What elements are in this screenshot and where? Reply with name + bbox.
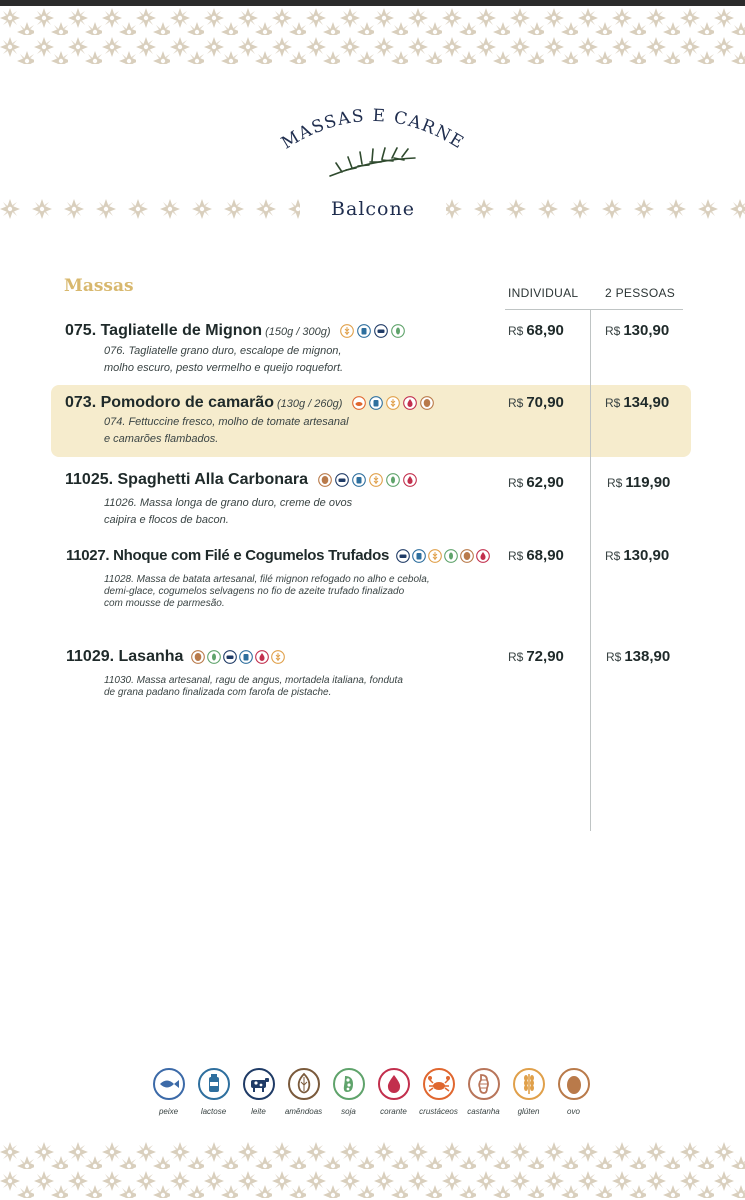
egg-icon <box>558 1068 590 1100</box>
price-two-people: R$ 119,90 <box>607 474 671 491</box>
price-individual: R$ 62,90 <box>508 474 564 491</box>
section-header-emblem <box>260 100 485 180</box>
lactose-icon <box>357 324 371 338</box>
price-two-people: R$ 134,90 <box>605 394 670 411</box>
gluten-icon <box>386 396 400 410</box>
lactose-icon <box>352 473 366 487</box>
legend-item-fish <box>148 1068 189 1116</box>
price-individual: R$ 72,90 <box>508 648 564 665</box>
item-description: caipira e flocos de bacon. <box>104 514 229 526</box>
decorative-pattern-top <box>0 6 745 64</box>
item-description: e camarões flambados. <box>104 433 219 445</box>
price-individual: R$ 70,90 <box>508 394 564 411</box>
gluten-icon <box>369 473 383 487</box>
legend-item-milk <box>238 1068 279 1116</box>
legend-item-almonds <box>283 1068 324 1116</box>
brand-name: Balcone <box>300 198 446 220</box>
rosemary-icon <box>330 148 415 176</box>
gluten-icon <box>428 549 442 563</box>
legend-item-lactose <box>193 1068 234 1116</box>
item-description: com mousse de parmesão. <box>104 598 225 609</box>
column-divider <box>590 309 591 831</box>
lactose-icon <box>198 1068 230 1100</box>
legend-label: glúten <box>517 1107 540 1116</box>
column-header-two-people: 2 PESSOAS <box>605 286 676 300</box>
item-name: 073. Pomodoro de camarão <box>65 394 274 411</box>
header-divider <box>505 309 683 310</box>
crustacean-icon <box>352 396 366 410</box>
item-name: 11025. Spaghetti Alla Carbonara <box>65 471 309 488</box>
item-name: 075. Tagliatelle de Mignon <box>65 322 263 339</box>
column-header-individual: INDIVIDUAL <box>508 286 579 300</box>
item-name: 11029. Lasanha <box>66 648 184 665</box>
legend-label: leite <box>251 1107 266 1116</box>
soy-icon <box>333 1068 365 1100</box>
lactose-icon <box>412 549 426 563</box>
legend-label: soja <box>341 1107 356 1116</box>
item-name: 11027. Nhoque com Filé e Cogumelos Trufados <box>66 547 390 564</box>
price-two-people: R$ 138,90 <box>606 648 671 665</box>
gluten-icon <box>271 650 285 664</box>
almond-icon <box>288 1068 320 1100</box>
item-description: 11026. Massa longa de grano duro, creme de ovos <box>104 497 353 509</box>
dye-icon <box>255 650 269 664</box>
fish-icon <box>153 1068 185 1100</box>
legend-label: ovo <box>567 1107 580 1116</box>
legend-label: castanha <box>467 1107 500 1116</box>
crustacean-icon <box>423 1068 455 1100</box>
legend-item-egg <box>553 1068 594 1116</box>
legend-label: crustáceos <box>419 1107 458 1116</box>
item-description: 11030. Massa artesanal, ragu de angus, mortadela italiana, fonduta <box>104 675 403 686</box>
gluten-icon <box>513 1068 545 1100</box>
item-description: molho escuro, pesto vermelho e queijo roquefort. <box>104 362 344 374</box>
header-title: MASSAS E CARNE <box>278 105 468 154</box>
legend-label: amêndoas <box>284 1107 323 1116</box>
item-description: 11028. Massa de batata artesanal, filé mignon refogado no alho e cebola, <box>104 574 430 585</box>
egg-icon <box>318 473 332 487</box>
item-weight: (150g / 300g) <box>265 326 331 338</box>
price-two-people: R$ 130,90 <box>605 547 670 564</box>
dye-icon <box>378 1068 410 1100</box>
dye-icon <box>403 396 417 410</box>
item-description: 076. Tagliatelle grano duro, escalope de mignon, <box>104 345 342 357</box>
legend-item-dye <box>373 1068 414 1116</box>
chestnut-icon <box>468 1068 500 1100</box>
lactose-icon <box>239 650 253 664</box>
egg-icon <box>460 549 474 563</box>
legend-item-crustaceans <box>418 1068 459 1116</box>
price-two-people: R$ 130,90 <box>605 322 670 339</box>
egg-icon <box>420 396 434 410</box>
legend-label: lactose <box>200 1107 227 1116</box>
milk-icon <box>243 1068 275 1100</box>
lactose-icon <box>369 396 383 410</box>
dye-icon <box>476 549 490 563</box>
soy-icon <box>444 549 458 563</box>
allergen-legend <box>148 1068 594 1116</box>
legend-label: peixe <box>158 1107 179 1116</box>
legend-item-gluten <box>508 1068 549 1116</box>
dye-icon <box>403 473 417 487</box>
item-description: demi-glace, cogumelos selvagens no fio de azeite trufado finalizado <box>104 586 405 597</box>
svg-text:MASSAS E CARNE <box>278 106 468 154</box>
item-description: de grana padano finalizada com farofa de pistache. <box>104 687 332 698</box>
soy-icon <box>386 473 400 487</box>
legend-item-chestnut <box>463 1068 504 1116</box>
soy-icon <box>391 324 405 338</box>
decorative-pattern-bottom <box>0 1140 745 1200</box>
item-weight: (130g / 260g) <box>276 398 343 410</box>
section-title: Massas <box>64 276 134 296</box>
soy-icon <box>207 650 221 664</box>
item-description: 074. Fettuccine fresco, molho de tomate artesanal <box>104 416 349 428</box>
legend-label: corante <box>380 1107 407 1116</box>
milk-icon <box>223 650 237 664</box>
price-individual: R$ 68,90 <box>508 322 564 339</box>
gluten-icon <box>340 324 354 338</box>
price-individual: R$ 68,90 <box>508 547 564 564</box>
milk-icon <box>335 473 349 487</box>
milk-icon <box>396 549 410 563</box>
milk-icon <box>374 324 388 338</box>
legend-item-soy <box>328 1068 369 1116</box>
egg-icon <box>191 650 205 664</box>
